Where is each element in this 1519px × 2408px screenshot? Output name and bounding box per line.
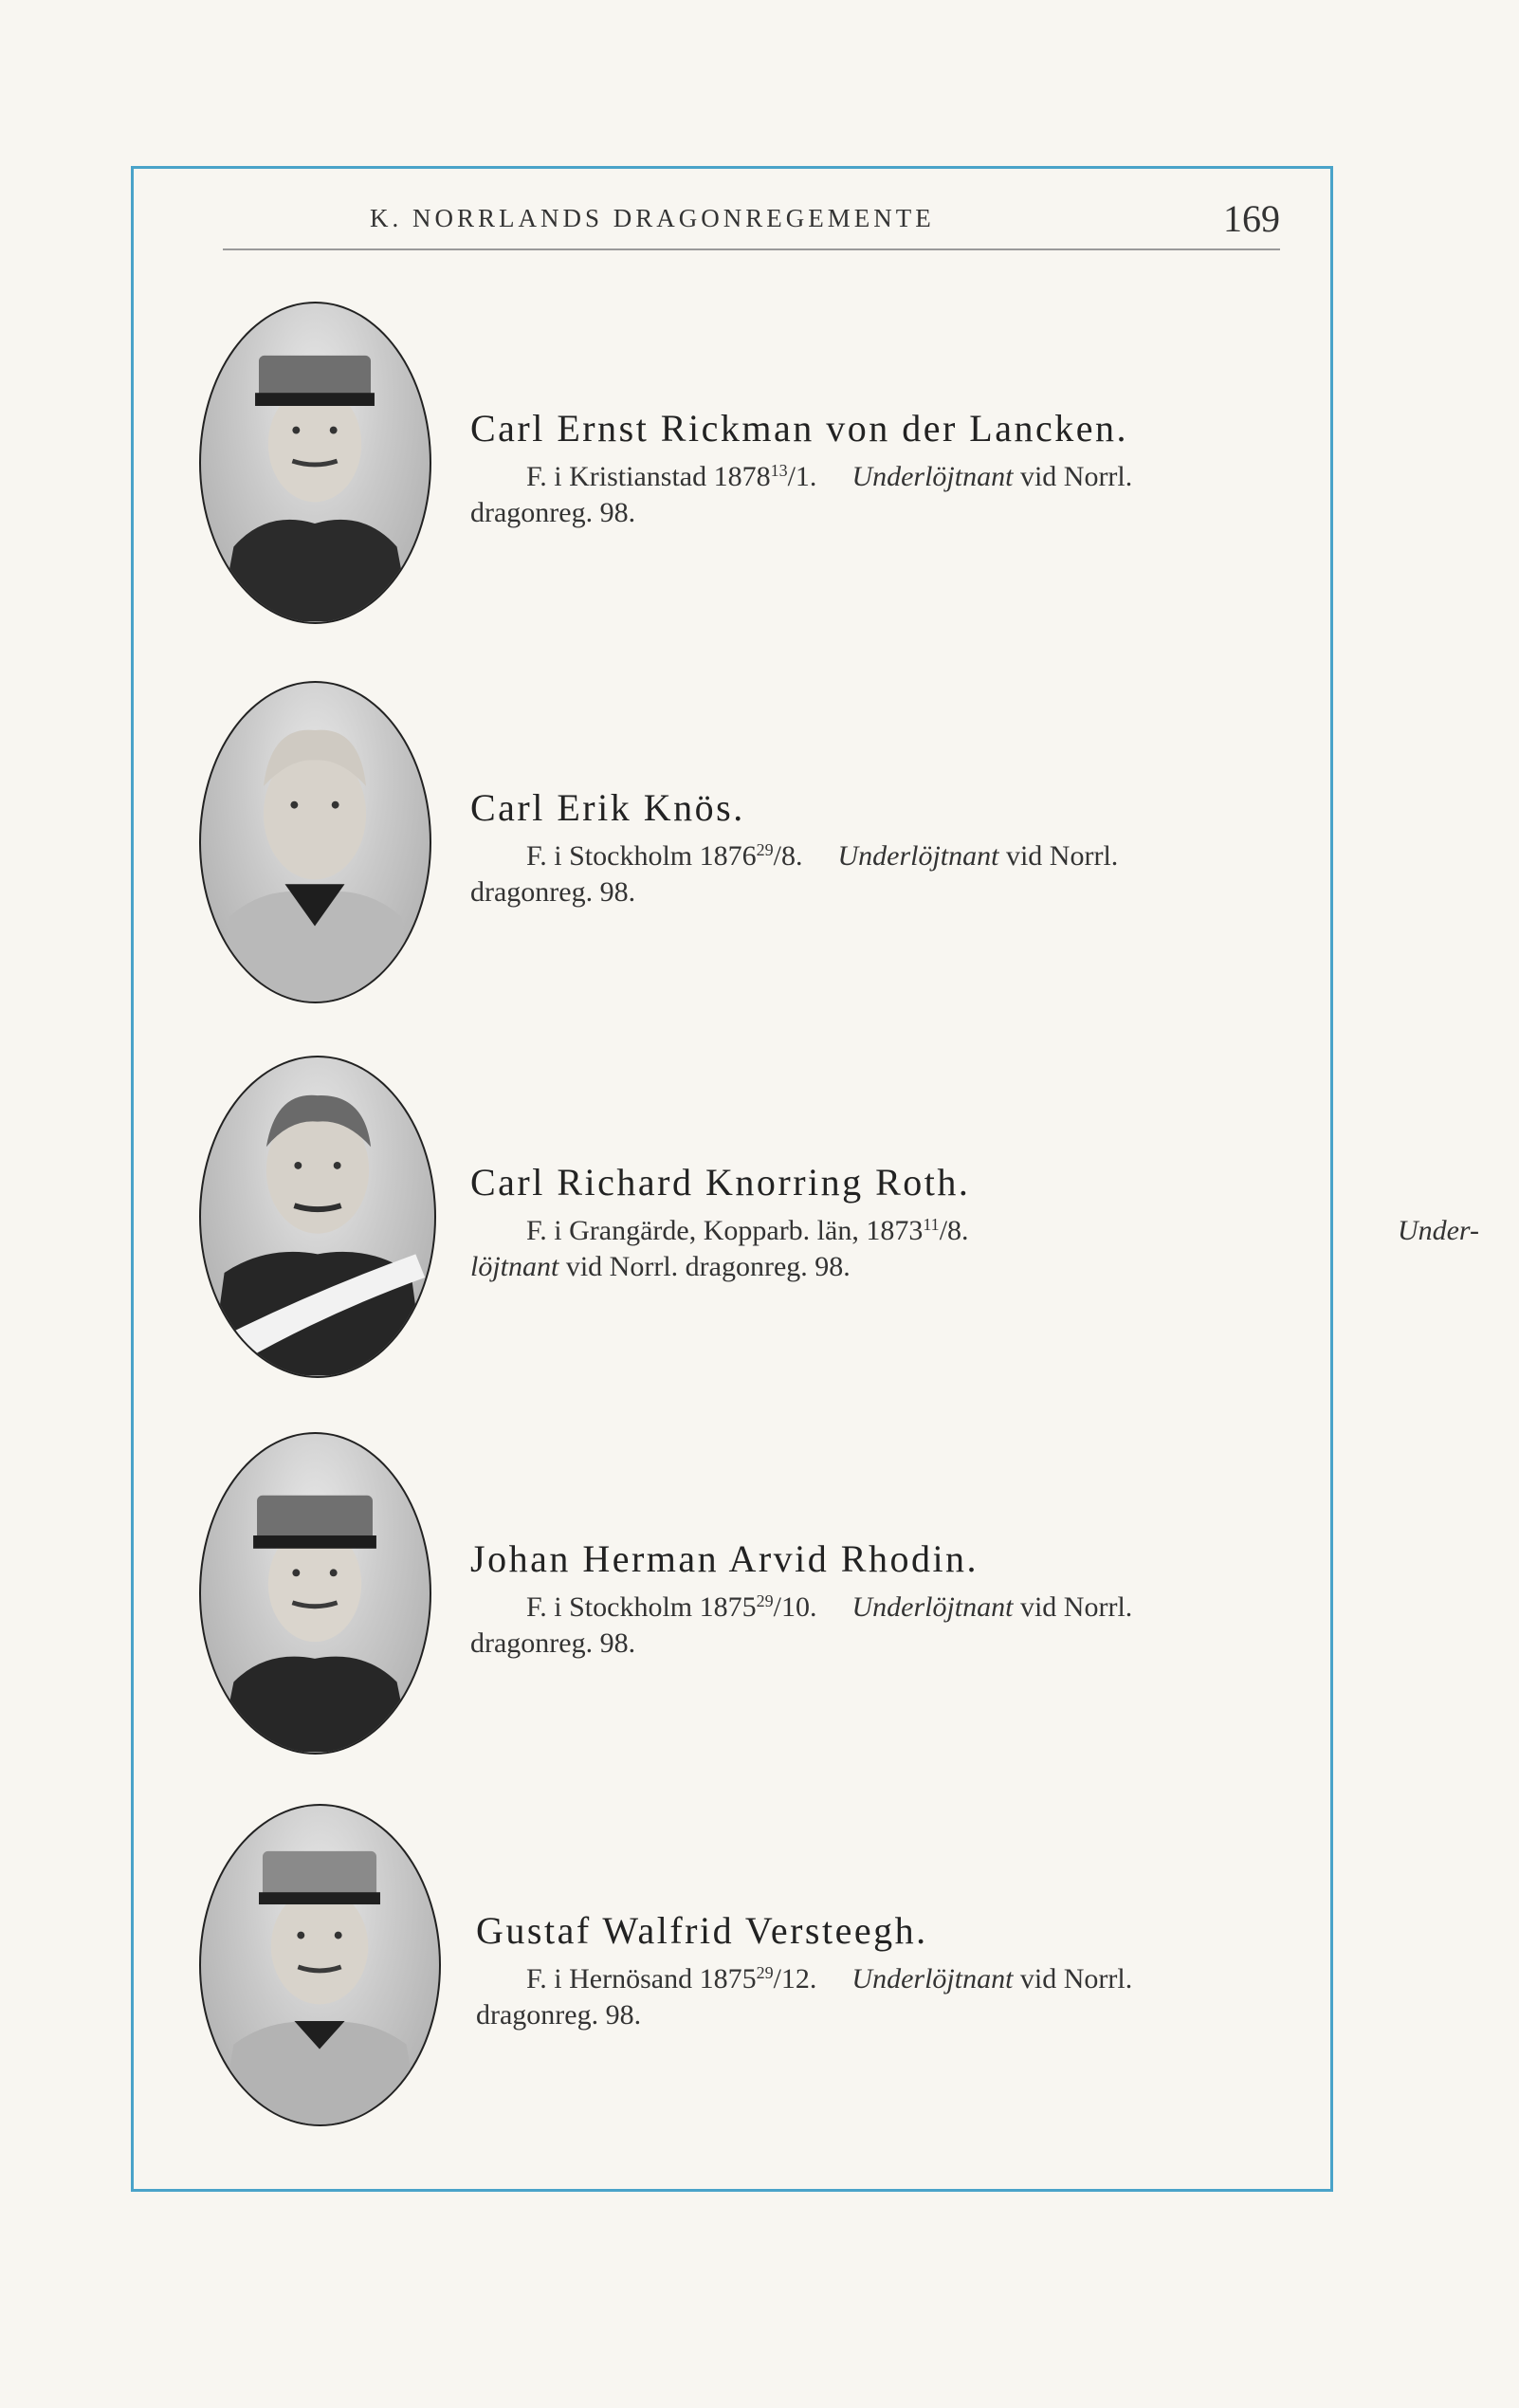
birth-line: [526, 1963, 1132, 1995]
page-header: [237, 194, 1280, 251]
person-name: Carl Ernst Rickman von der Lancken.: [470, 407, 1128, 450]
rank: Underlöjtnant: [851, 1591, 1014, 1623]
regiment-text: vid Norrl. dragonreg. 98.: [565, 1251, 851, 1282]
entry-roth: [199, 1056, 1479, 1397]
entry-rickman: [199, 302, 1290, 643]
portrait-illustration: [201, 1806, 439, 2124]
birth-date: 1878$^{13}$/1.: [713, 461, 817, 492]
birth-date: 1873$^{11}$/8.: [866, 1215, 969, 1246]
birthplace: F. i Stockholm: [526, 840, 693, 872]
birth-line: [526, 461, 1132, 493]
regiment-suffix: vid Norrl.: [1019, 461, 1133, 492]
regiment-line: dragonreg. 98.: [470, 876, 636, 908]
birthplace: F. i Hernösand: [526, 1963, 693, 1994]
portrait-illustration: [201, 1434, 430, 1753]
rank: Underlöjtnant: [851, 461, 1014, 492]
entry-rhodin: [199, 1432, 1290, 1774]
regiment-line: [470, 1251, 851, 1283]
birth-line: [526, 1215, 1479, 1247]
birthplace: F. i Grangärde, Kopparb. län,: [526, 1215, 859, 1246]
rank: Underlöjtnant: [851, 1963, 1014, 1994]
rank-continued: löjtnant: [470, 1251, 559, 1282]
birth-date: 1875$^{29}$/10.: [699, 1591, 817, 1623]
entry-versteegh: [199, 1804, 1290, 2145]
regiment-suffix: vid Norrl.: [1005, 840, 1119, 872]
birthplace: F. i Kristianstad: [526, 461, 707, 492]
person-name: Gustaf Walfrid Versteegh.: [476, 1909, 928, 1952]
regiment-suffix: vid Norrl.: [1019, 1963, 1133, 1994]
rank: Underlöjtnant: [837, 840, 999, 872]
page-number: 169: [1223, 197, 1280, 240]
rank: Under-: [1397, 1215, 1479, 1246]
person-name: Johan Herman Arvid Rhodin.: [470, 1537, 979, 1580]
portrait-photo: [199, 1804, 441, 2126]
entry-knos: [199, 681, 1290, 1022]
portrait-photo: [199, 1056, 436, 1378]
person-name: Carl Richard Knorring Roth.: [470, 1161, 971, 1204]
person-name: Carl Erik Knös.: [470, 786, 745, 829]
birth-line: [526, 840, 1118, 873]
portrait-illustration: [201, 1057, 434, 1376]
regiment-line: dragonreg. 98.: [476, 1999, 642, 2031]
portrait-photo: [199, 1432, 431, 1755]
running-title: K. NORRLANDS DRAGONREGEMENTE: [370, 204, 935, 232]
portrait-photo: [199, 681, 431, 1003]
regiment-suffix: vid Norrl.: [1019, 1591, 1133, 1623]
regiment-line: dragonreg. 98.: [470, 1627, 636, 1659]
portrait-illustration: [201, 683, 430, 1002]
portrait-photo: [199, 302, 431, 624]
birth-line: [526, 1591, 1132, 1624]
regiment-line: dragonreg. 98.: [470, 497, 636, 528]
portrait-illustration: [201, 303, 430, 622]
header-rule: [223, 248, 1280, 250]
birthplace: F. i Stockholm: [526, 1591, 693, 1623]
birth-date: 1876$^{29}$/8.: [699, 840, 803, 872]
birth-date: 1875$^{29}$/12.: [699, 1963, 817, 1994]
